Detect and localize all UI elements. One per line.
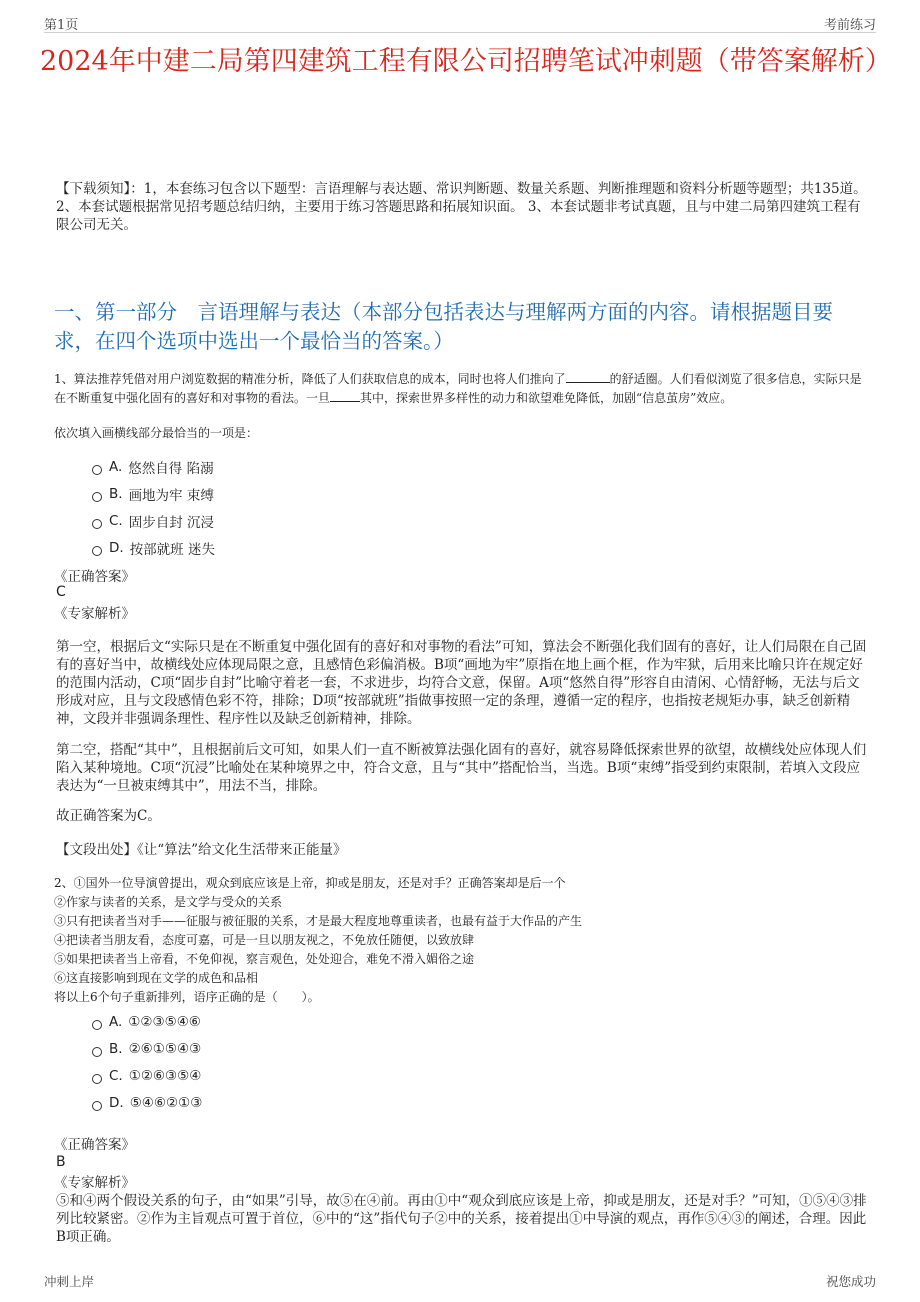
radio-icon[interactable] <box>92 1101 102 1111</box>
q1-answer-label: 《正确答案》 <box>54 569 135 585</box>
page-number: 第1页 <box>44 18 79 33</box>
section-heading: 一、第一部分 言语理解与表达（本部分包括表达与理解两方面的内容。请根据题目要求，在四个选项中选出一个最恰当的答案。） <box>54 300 833 353</box>
q1-source: 【文段出处】《让“算法”给文化生活带来正能量》 <box>56 842 347 858</box>
radio-icon[interactable] <box>92 546 102 556</box>
q1-conclusion: 故正确答案为C。 <box>56 808 161 824</box>
question-1-prompt: 依次填入画横线部分最恰当的一项是： <box>54 426 259 440</box>
q2-answer-label: 《正确答案》 <box>54 1137 135 1153</box>
q1-option-d[interactable]: D. 按部就班 迷失 <box>92 539 215 557</box>
q2-option-a[interactable]: A. ①②③⑤④⑥ <box>92 1013 201 1031</box>
q1-analysis-para-1: 第一空，根据后文“实际只是在不断重复中强化固有的喜好和对事物的看法”可知，算法会不断强化我们固有的喜好，让人们局限在自己固有的喜好当中，故横线处应体现局限之意，且感情色彩偏消极。B项“画地为牢”原指在地上画个框，作为牢狱，后用来比喻只许在规定好的范围内活动，C项“固步自封”比喻守着老一套，不求进步，均符合文意，保留。A项“悠然自得”形容自由清闲、心情舒畅，无法与后文形成对应，且与文段感情色彩不符，排除；D项“按部就班”指做事按照一定的条理，遵循一定的程序，也指按老规矩办事，缺乏创新精神，文段并非强调条理性、程序性以及缺乏创新精神，排除。 <box>56 639 867 727</box>
radio-icon[interactable] <box>92 465 102 475</box>
q1-option-b[interactable]: B. 画地为牢 束缚 <box>92 485 214 503</box>
fill-blank-1 <box>566 372 610 383</box>
q2-line: ⑤如果把读者当上帝看，不免仰视，察言观色，处处迎合，难免不滑入媚俗之途 <box>54 952 475 966</box>
question-1-stem: 1、算法推荐凭借对用户浏览数据的精准分析，降低了人们获取信息的成本，同时也将人们推向了 的舒适圈。人们看似浏览了很多信息，实际只是在不断重复中强化固有的喜好和对事物的看法。一旦 其中，探索世界多样性的动力和欲望难免降低，加剧“信息茧房”效应。 <box>54 372 862 405</box>
q2-line: ④把读者当朋友看，态度可嘉，可是一旦以朋友视之，不免放任随便，以致放肆 <box>54 933 475 947</box>
header-divider <box>44 32 876 33</box>
radio-icon[interactable] <box>92 1020 102 1030</box>
radio-icon[interactable] <box>92 519 102 529</box>
fill-blank-2 <box>330 391 360 402</box>
q2-line: ②作家与读者的关系，是文学与受众的关系 <box>54 895 283 909</box>
question-2-stem <box>54 874 870 1007</box>
footer-left: 冲刺上岸 <box>44 1274 95 1289</box>
footer-right: 祝您成功 <box>825 1274 876 1289</box>
radio-icon[interactable] <box>92 1047 102 1057</box>
q2-line: 2、①国外一位导演曾提出，观众到底应该是上帝，抑或是朋友，还是对手？正确答案却是后一个 <box>54 876 566 890</box>
download-notice: 【下载须知】：1，本套练习包含以下题型：言语理解与表达题、常识判断题、数量关系题、判断推理题和资料分析题等题型；共135道。 2、本套试题根据常见招考题总结归纳，主要用于练习答题思路和拓展知识面。 3、本套试题非考试真题，且与中建二局第四建筑工程有限公司无关。 <box>56 181 867 233</box>
page-title: 2024年中建二局第四建筑工程有限公司招聘笔试冲刺题（带答案解析） <box>40 46 892 77</box>
q2-analysis: ⑤和④两个假设关系的句子，由“如果”引导，故⑤在④前。再由①中“观众到底应该是上帝，抑或是朋友，还是对手？”可知，①⑤④③排列比较紧密。②作为主旨观点可置于首位，⑥中的“这”指代句子②中的关系，接着提出①中导演的观点，再作⑤④③的阐述，合理。因此B项正确。 <box>56 1193 867 1245</box>
q2-option-c[interactable]: C. ①②⑥③⑤④ <box>92 1067 201 1085</box>
q2-line: ⑥这直接影响到现在文学的成色和品相 <box>54 971 259 985</box>
q2-prompt: 将以上6个句子重新排列，语序正确的是（ ）。 <box>54 990 320 1004</box>
q2-analysis-label: 《专家解析》 <box>54 1175 135 1191</box>
q1-option-c[interactable]: C. 固步自封 沉浸 <box>92 512 214 530</box>
radio-icon[interactable] <box>92 492 102 502</box>
q1-option-a[interactable]: A. 悠然自得 陷溺 <box>92 458 214 476</box>
q1-analysis-para-2: 第二空，搭配“其中”，且根据前后文可知，如果人们一直不断被算法强化固有的喜好，就容易降低探索世界的欲望，故横线处应体现人们陷入某种境地。C项“沉浸”比喻处在某种境界之中，符合文意，且与“其中”搭配恰当，当选。B项“束缚”指受到约束限制，若填入文段应表达为“一旦被束缚其中”，用法不当，排除。 <box>56 742 867 794</box>
radio-icon[interactable] <box>92 1074 102 1084</box>
q1-analysis-label: 《专家解析》 <box>54 606 135 622</box>
q2-option-b[interactable]: B. ②⑥①⑤④③ <box>92 1040 201 1058</box>
q2-line: ③只有把读者当对手——征服与被征服的关系，才是最大程度地尊重读者，也最有益于大作品的产生 <box>54 914 583 928</box>
q1-answer: C <box>56 584 66 600</box>
q2-answer: B <box>56 1154 66 1170</box>
q2-option-d[interactable]: D. ⑤④⑥②①③ <box>92 1094 202 1112</box>
header-label: 考前练习 <box>823 18 876 33</box>
